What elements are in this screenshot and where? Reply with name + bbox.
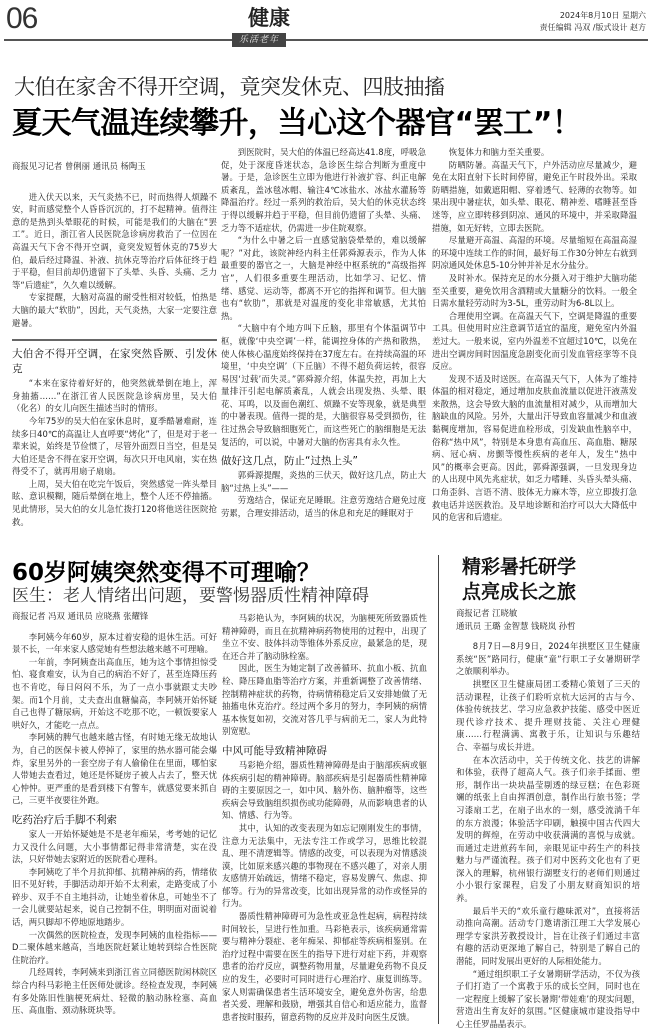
- paragraph: 马彩艳介绍，器质性精神障碍是由于脑部疾病或躯体疾病引起的精神障碍。脑部疾病是引起器质性精神障碍的主要原因之一，如中风、脑外伤、脑肿瘤等，这些疾病会导致脑组织损伤或功能障碍，从而影响患者的认知、情感、行为等。: [222, 759, 427, 821]
- article3-headline-line2: 点亮成长之旅: [462, 581, 577, 603]
- section-title: 健康: [248, 6, 290, 30]
- paragraph: 劳逸结合，保证充足睡眠。注意劳逸结合避免过度劳累，合理安排活动，适当的休息和充足的睡眠对于: [221, 495, 426, 519]
- divider-rule: [12, 339, 217, 341]
- paragraph: 恢复体力和脑力至关重要。: [448, 147, 550, 157]
- paragraph: 最后半天的“欢乐童行趣味派对”，直接将活动推向高潮。活动专门邀请浙江理工大学发展心理学专家洪芳教授设计，旨在让孩子们通过丰富有趣的活动更深地了解自己，特别是了解自己的潜能，同时发展出更好的人际相处能力。: [456, 905, 640, 967]
- issue-info: [540, 10, 646, 34]
- paragraph: “通过组织职工子女暑期研学活动，不仅为孩子们打造了一个寓教于乐的成长空间，同时也在一定程度上缓解了家长暑期‘带娃难’的现实问题，营造出生育友好的氛围。”区健康城市建设指导中心主任罗晶晶表示。: [456, 968, 640, 1029]
- subheading: 做好这几点，防止“过热上头”: [221, 455, 358, 468]
- paragraph: 今年75岁的吴大伯在家休息时，夏季酷暑难耐，连续多日40℃的高温让人直呼要“烤化”了，但是对于老一辈来说，始终是节俭惯了，尽管外面烈日当空，但是吴大伯还是舍不得在家开空调，每次只开电风扇，实在热得受不了，就再用扇子扇扇。: [12, 415, 217, 477]
- page-number: 06: [6, 2, 38, 35]
- header-rule: [4, 39, 648, 41]
- paragraph: 李阿姨吃了半个月抗抑郁、抗精神病的药，情绪依旧不见好转，手脚活动却开始不太利索，走路变成了小碎步、双手不自主地抖动，让她坐着休息，可她坐不了一会儿就要站起来，说自己控制不住，明明面对面说着话，两只脚却不停地原地踏步。: [12, 866, 217, 928]
- paragraph: 器质性精神障碍可为急性或亚急性起病，病程持续时间较长，呈进行性加重。马彩艳表示，该疾病通常需要与精神分裂症、老年痴呆、抑郁症等疾病相鉴别。在治疗过程中需要在医生的指导下进行对症下药，并观察患者的治疗反应，调整药物用量，尽量避免药物不良反应的发生，必要时可同时进行心理治疗、康复训练等。家人则需确保患者生活环境安全，避免意外伤害，给患者关爱、理解和鼓励，增强其自信心和适应能力，监督患者按时服药，留意药物的反应并及时向医生反馈。: [222, 911, 427, 1022]
- paragraph: “为什么中暑之后一直感觉脑袋晕晕的，难以缓解呢？”对此，该院神经内科主任郭舜源表示，作为人体最重要的器官之一，大脑是神经中枢系统的“高级指挥官”，人们很多重要生理活动，比如学习、记忆、情绪、感觉、运动等，都离不开它的指挥和调节。但大脑也有“软肋”，那就是对温度的变化非常敏感，尤其怕热。: [221, 235, 426, 321]
- paragraph: 郭舜源提醒，炎热的三伏天，做好这几点，防止大脑“过热上头”——: [221, 470, 426, 493]
- paragraph: 李阿姨今年60岁，原本过着安稳的退休生活。可好景不长，一年来家人感觉她有些想法越来越不可理喻。: [12, 631, 217, 655]
- paragraph: 进入伏天以来，天气炎热不已，时而热得人烦躁不安，时而感觉整个人昏昏沉沉的，打不起精神。值得注意的是热到头晕眼花的时候，可能是我们的大脑在“罢工”。近日，浙江省人民医院急诊病房救治了一位因在高温天气下舍不得开空调，竟突发短暂休克的75岁大伯，最后经过降温、补液、抗休克等治疗后体征终于趋于平稳，但目前却仍遗留下了头晕、头昏、头痛、乏力等“后遗症”，久久难以缓解。: [12, 191, 217, 290]
- issue-date: 2024年8月10日 星期六: [559, 11, 646, 20]
- subheading: 吃药治疗后手脚不利索: [12, 813, 117, 826]
- column-logo: 乐活老年: [232, 33, 286, 47]
- byline: 商报记者 冯双 通讯员 应晓燕 张耀锋: [12, 611, 149, 621]
- paragraph: 尽量避开高温、高湿的环境。尽量缩短在高温高湿的环境中连续工作的时间，最好每工作30分钟左右就到阴凉通风处休息5-10分钟并补足水分盐分。: [432, 235, 637, 271]
- paragraph: 一次偶然的医院检查，发现李阿姨的血栓指标——D二聚体越来越高，当地医院赶紧让她转到综合性医院住院治疗。: [12, 929, 217, 965]
- byline: 商报记者 江晓敏 通讯员 王璐 金智慧 钱晓岚 孙哲: [456, 608, 576, 631]
- paragraph: 8月7日—8月9日，2024年拱墅区卫生健康系统“医”路同行，健康“童”行职工子女暑期研学之旅顺利举办。: [456, 641, 640, 677]
- paragraph: 马彩艳认为，李阿姨的状况，为脑梗死所致器质性精神障碍，而且在抗精神病药物使用的过程中，出现了坐立不安、肢体抖动等锥体外系反应，最紧急的是，现在还合并了脑动脉栓塞。: [222, 613, 427, 661]
- paragraph: 家人一开始怀疑她是不是老年痴呆，考考她的记忆力又没什么问题，大小事情都记得非常清楚，实在没法，只好带她去家附近的医院看心理科。: [12, 828, 217, 865]
- paragraph: 发现不适及时送医。在高温天气下，人体为了维持体温的相对稳定，通过增加皮肤血流量以促进汗液蒸发来散热，这会导致大脑的血流量相对减少，从而增加大脑缺血的风险。另外，大量出汗导致血容量减少和血液黏稠度增加，容易促进血栓形成，引发缺血性脑卒中，俗称“热中风”，特别是本身患有高血压、高血脂、糖尿病、冠心病、房颤等慢性疾病的老年人，发生“热中风”的概率会更高。因此，郭舜源强调，一旦发现身边的人出现中风先兆症状，如乏力嗜睡、头昏头晕头痛、口角歪斜、言语不清、肢体无力麻木等，应立即拨打急救电话并送医救治。及早地诊断和治疗可以大大降低中风的危害和后遗症。: [432, 373, 637, 523]
- paragraph: 防晒防暑。高温天气下，户外活动应尽量减少，避免在太阳直射下长时间停留，避免正午时段外出。采取防晒措施，如戴遮阳帽、穿着透气、轻薄的衣物等。如果出现中暑症状，如头晕、眼花、精神差、嗜睡甚至昏迷等，应立即转移到阴凉、通风的环境中，并采取降温措施，如无好转，立即去医院。: [432, 159, 637, 233]
- paragraph: 拱墅区卫生健康局团工委精心策划了三天的活动课程，让孩子们聆听京杭大运河的古与今、体验传统技艺、学习应急救护技能、感受中医近现代诊疗技术、提升理财技能、关注心理健康……行程满满、寓教于乐，让知识与乐趣结合、幸福与成长并进。: [456, 678, 640, 752]
- paragraph: 在本次活动中，关于传统文化、技艺的讲解和体验，获得了超高人气。孩子们亲手揉面、塑形，制作出一块块晶莹剔透的绿豆糕；在色彩斑斓的纸张上自由挥洒创意，制作出行旅书签；学习漆扇工艺，在扇子出水的一刻，感受流淌千年的东方浪漫；体验活字印刷，触摸中国古代四大发明的辉煌，在劳动中收获满满的喜悦与成就。而通过走进煎药车间，亲眼见证中药生产的科技魅力与严谨流程。孩子们对中医药文化也有了更深入的理解，杭州银行湖墅支行的老师们则通过小小银行家课程，启发了小朋友财商知识的培养。: [456, 754, 640, 904]
- subheading: 中风可能导致精神障碍: [222, 744, 327, 757]
- subheading: 大伯舍不得开空调，在家突然昏厥、引发休克: [12, 348, 217, 376]
- paragraph: “本来在家待着好好的，他突然就晕倒在地上，浑身抽搐……”在浙江省人民医院急诊病房里，吴大伯（化名）的女儿向医生描述当时的情形。: [12, 378, 217, 414]
- article1-column-3: [432, 146, 637, 523]
- editor-credits: 责任编辑 冯双 /版式设计 赵方: [539, 23, 646, 32]
- paragraph: 上周，吴大伯在吃完午饭后，突然感觉一阵头晕目眩、意识模糊，随后晕倒在地上，整个人还不停抽搐。见此情形，吴大伯的女儿急忙拨打120将他送往医院抢救。: [12, 478, 217, 527]
- paragraph: 其中，认知的改变表现为如忘记刚刚发生的事情，注意力无法集中，无法专注工作或学习，思维比较混乱、理不清逻辑等。情感的改变，可以表现为对情感淡漠，比如原来感兴趣的事物现在不感兴趣了，对亲人朋友感情开始疏远，情绪不稳定，容易发脾气、焦虑、抑郁等。行为的异常改变，比如出现异常的动作或怪异的行为。: [222, 822, 427, 909]
- paragraph: 李阿姨的脾气也越来越古怪，有时她无缘无故地认为，自己的医保卡被人停掉了，家里的热水器可能会爆炸，家里另外的一套空房子有人偷偷住在里面，哪怕家人带她去查看过，她还是怀疑房子被人占去了，整天忧心忡忡。更严重的是看到楼下有警车，就感觉要来抓自己，三更半夜要往外跑。: [12, 732, 217, 806]
- article2-subtitle: 医生：老人情绪出问题，要警惕器质性精神障碍: [12, 586, 369, 606]
- article3-column: [456, 607, 640, 1029]
- article2-column-1: [12, 610, 217, 1022]
- byline: 商报见习记者 曾俐丽 通讯员 杨陶玉: [12, 161, 146, 171]
- paragraph: 因此，医生为她定制了改善循环、抗血小板、抗血栓、降压降血脂等治疗方案，并重新调整了改善情绪、控制精神症状的药物，待病情稍稳定后又安排她做了无抽搐电休克治疗。经过两个多月的努力，李阿姨的病情基本恢复如初，交流对答几乎与病前无二，家人为此特别宽慰。: [222, 663, 427, 737]
- article1-column-1: [12, 160, 217, 527]
- paragraph: 专家提醒，大脑对高温的耐受性相对较低，怕热是大脑的最大“软肋”，因此，天气炎热，大家一定要注意避暑。: [12, 292, 217, 328]
- article2-headline: 60岁阿姨突然变得不可理喻？: [12, 560, 321, 586]
- paragraph: 几经周转，李阿姨来到浙江省立同德医院闲林院区综合内科马彩艳主任医师处就诊。经检查发现，李阿姨有多处陈旧性脑梗死病灶、轻微的脑动脉栓塞、高血压、高血脂、颈动脉斑块等。: [12, 967, 217, 1016]
- column-divider: [438, 555, 439, 1024]
- article1-column-2: [221, 146, 426, 519]
- article3-headline-line1: 精彩暑托研学: [462, 556, 577, 578]
- article3-headline: [462, 555, 576, 605]
- paragraph: 合理使用空调。在高温天气下，空调是降温的重要工具。但使用时应注意调节适宜的温度，避免室内外温差过大。一般来说，室内外温差不宜超过10℃，以免在进出空调房间时因温度急剧变化而引发血管痉挛等不良反应。: [432, 310, 637, 372]
- article1-headline: 夏天气温连续攀升，当心这个器官“罢工”！: [12, 106, 582, 141]
- article2-column-2: [222, 612, 427, 1022]
- paragraph: 一年前，李阿姨查出高血压，她为这个事情担惊受怕、寝食难安，认为自己的病治不好了，甚至连降压药也不肯吃，每日闷闷不乐，为了一点小事就跟丈夫吵架。而1个月前，丈夫查出血糖偏高，李阿姨开始怀疑自己也得了糖尿病，开始这不吃那不吃，一顿饭要家人哄好久，才能吃一点点。: [12, 656, 217, 730]
- paragraph: 到医院时，吴大伯的体温已经高达41.8度，呼吸急促，处于深度昏迷状态，急诊医生综合判断为重度中暑。于是，急诊医生立即为他进行补液扩容、纠正电解质紊乱，盖冰毯冰帽、输注4℃冰盐水、冰盐水灌肠等降温治疗。经过一系列的救治后，吴大伯的休克状态终于得以缓解并趋于平稳，但目前仍遗留了头晕、头痛、乏力等不适症状，仍需进一步住院观察。: [221, 147, 426, 233]
- article1-deck: 大伯在家舍不得开空调，竟突发休克、四肢抽搐: [14, 75, 445, 99]
- paragraph: 及时补水。保持充足的水分摄入对于维护大脑功能至关重要，避免饮用含酒精或大量糖分的饮料。一般全日需水量轻劳动时为3-5L，重劳动时为6-8L以上。: [432, 272, 637, 309]
- paragraph: “大脑中有个地方叫下丘脑，那里有个体温调节中枢，就像‘中央空调’一样，能调控身体的产热和散热，使人体核心温度始终保持在37度左右。在持续高温的环境里，‘中央空调’（下丘脑）不得不超负荷运转，很容易因‘过载’而失灵。”郭舜源介绍，体温失控，再加上大量排汗引起电解质紊乱，人就会出现发热、头晕、眼花、耳鸣，以及面色潮红、烦躁不安等现象，就是典型的中暑表现。值得一提的是，大脑很容易受到损伤，往往过热会导致脑细胞死亡，而这些死亡的脑细胞是无法复活的，可以说，中暑对大脑的伤害具有永久性。: [221, 323, 426, 447]
- spacer: [12, 181, 217, 191]
